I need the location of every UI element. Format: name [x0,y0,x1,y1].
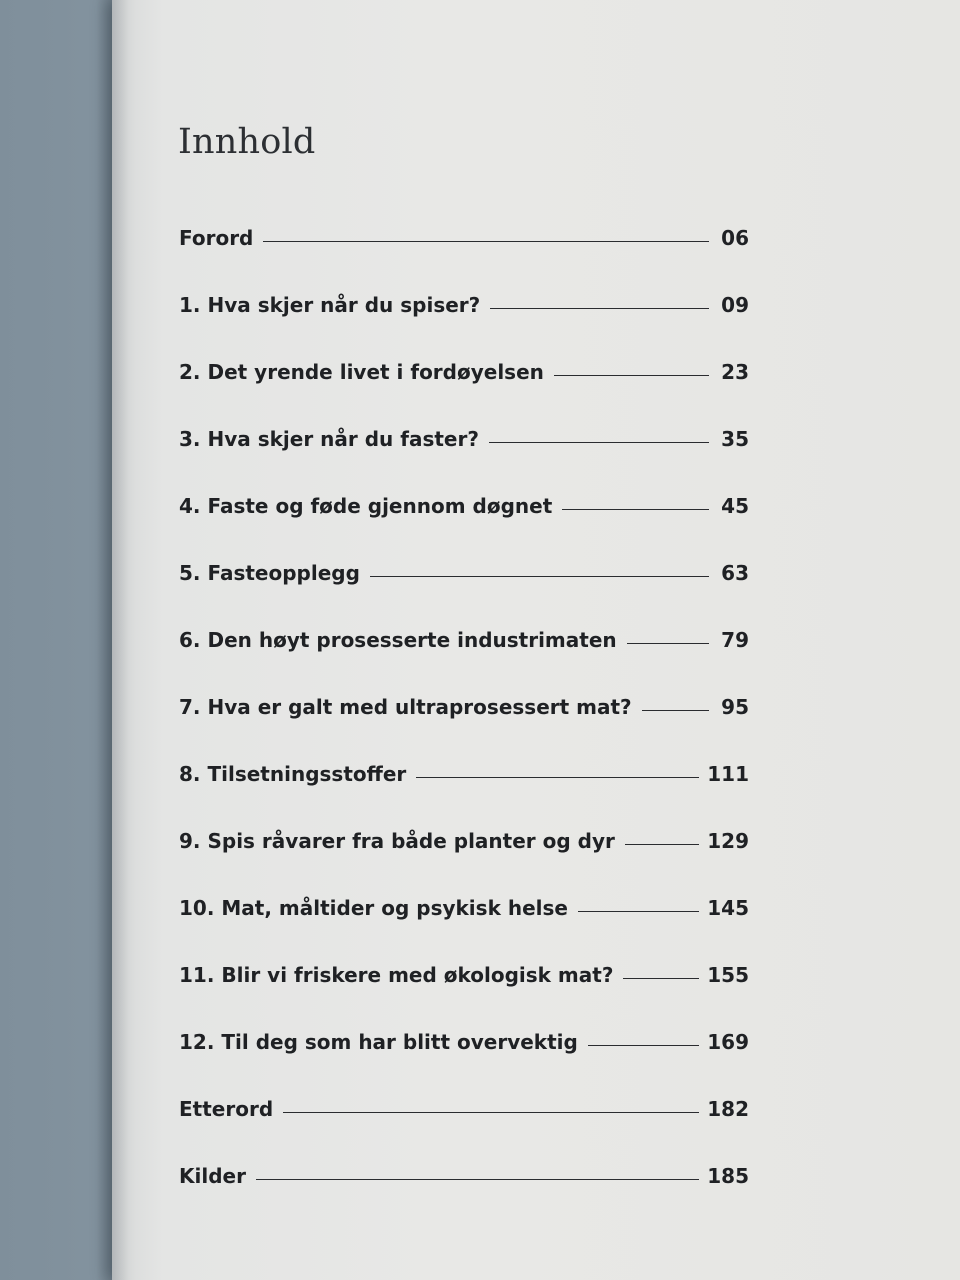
toc-entry-title: 2. Det yrende livet i fordøyelsen [179,360,544,384]
toc-entry-title: 9. Spis råvarer fra både planter og dyr [179,829,615,853]
dotted-leader [490,308,709,309]
toc-entry-page: 185 [707,1164,749,1188]
toc-entry-page: 09 [721,293,749,317]
toc-entry-chapter-10 [179,896,749,963]
dotted-leader [642,710,709,711]
toc-entry-chapter-4 [179,494,749,561]
toc-entry-etterord [179,1097,749,1164]
toc-entry-forord [179,226,749,293]
page-gutter [112,0,136,1280]
dotted-leader [416,777,699,778]
toc-entry-title: Kilder [179,1164,246,1188]
toc-entry-title: 12. Til deg som har blitt overvektig [179,1030,578,1054]
dotted-leader [489,442,709,443]
toc-entry-title: Etterord [179,1097,274,1121]
toc-entry-chapter-1 [179,293,749,360]
toc-entry-page: 79 [721,628,749,652]
dotted-leader [578,911,699,912]
toc-entry-chapter-8 [179,762,749,829]
toc-entry-chapter-2 [179,360,749,427]
toc-entry-chapter-12 [179,1030,749,1097]
toc-entry-page: 145 [707,896,749,920]
dotted-leader [625,844,699,845]
toc-entry-kilder [179,1164,749,1231]
dotted-leader [283,1112,699,1113]
toc-entry-page: 155 [707,963,749,987]
toc-entry-chapter-7 [179,695,749,762]
dotted-leader [588,1045,699,1046]
toc-entry-title: 6. Den høyt prosesserte industrimaten [179,628,617,652]
dotted-leader [370,576,709,577]
toc-entry-title: Forord [179,226,254,250]
toc-entry-title: 7. Hva er galt med ultraprosessert mat? [179,695,632,719]
dotted-leader [627,643,709,644]
toc-entry-page: 06 [721,226,749,250]
toc-entry-chapter-9 [179,829,749,896]
toc-entry-page: 129 [707,829,749,853]
dotted-leader [554,375,709,376]
table-of-contents [179,226,749,1231]
toc-entry-chapter-11 [179,963,749,1030]
toc-entry-title: 4. Faste og føde gjennom døgnet [179,494,553,518]
toc-entry-page: 23 [721,360,749,384]
toc-entry-page: 95 [721,695,749,719]
toc-entry-chapter-6 [179,628,749,695]
toc-entry-page: 45 [721,494,749,518]
toc-entry-page: 111 [707,762,749,786]
toc-entry-page: 182 [707,1097,749,1121]
toc-entry-title: 8. Tilsetningsstoffer [179,762,407,786]
toc-entry-title: 5. Fasteopplegg [179,561,360,585]
toc-entry-title: 11. Blir vi friskere med økologisk mat? [179,963,614,987]
dotted-leader [256,1179,699,1180]
toc-entry-chapter-3 [179,427,749,494]
dotted-leader [562,509,709,510]
toc-entry-title: 10. Mat, måltider og psykisk helse [179,896,568,920]
toc-entry-page: 35 [721,427,749,451]
page-title: Innhold [178,122,316,162]
dotted-leader [263,241,709,242]
toc-entry-title: 3. Hva skjer når du faster? [179,427,479,451]
toc-entry-title: 1. Hva skjer når du spiser? [179,293,481,317]
toc-entry-page: 63 [721,561,749,585]
toc-entry-page: 169 [707,1030,749,1054]
dotted-leader [623,978,699,979]
toc-entry-chapter-5 [179,561,749,628]
